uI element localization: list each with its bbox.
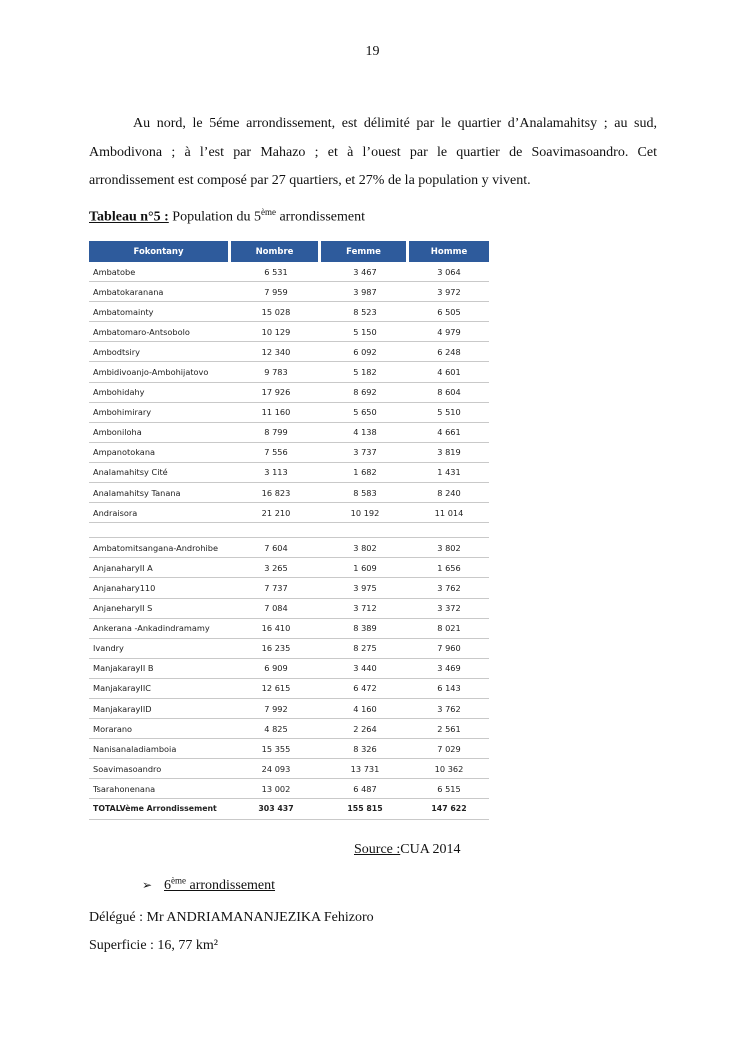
cell-femme: 3 802	[321, 538, 409, 558]
cell-fokontany: Ambatomaro-Antsobolo	[89, 322, 231, 342]
cell-fokontany: Anjanahary110	[89, 578, 231, 598]
cell-fokontany: ManjakarayIID	[89, 699, 231, 719]
cell-fokontany: Ambatomitsangana-Androhibe	[89, 538, 231, 558]
cell-fokontany: Nanisanaladiamboia	[89, 739, 231, 759]
cell-homme: 3 469	[409, 659, 489, 679]
table-row	[89, 503, 489, 523]
cell-homme: 3 802	[409, 538, 489, 558]
cell-homme: 8 604	[409, 383, 489, 403]
cell-fokontany: Tsarahonenana	[89, 779, 231, 799]
cell-homme: 3 762	[409, 699, 489, 719]
cell-femme: 6 487	[321, 779, 409, 799]
cell-femme: 5 650	[321, 403, 409, 423]
table-body	[89, 262, 489, 820]
table-row	[89, 659, 489, 679]
cell-homme: 5 510	[409, 403, 489, 423]
cell-nombre: 16 235	[231, 639, 321, 659]
cell-fokontany: Ambatokaranana	[89, 282, 231, 302]
table-row	[89, 719, 489, 739]
paragraph-text: Au nord, le 5éme arrondissement, est délimité par le quartier d’Analamahitsy ; au sud, Ambodivona ; à l’est par Mahazo ; et à l’ouest par le quartier de Soavimasoandro. Cet arrondissement est composé par 27 quartiers, et 27% de la population y vivent.	[89, 116, 657, 188]
cell-femme: 8 275	[321, 639, 409, 659]
table-row	[89, 262, 489, 282]
cell-femme: 5 182	[321, 362, 409, 382]
cell-nombre: 7 084	[231, 599, 321, 619]
cell-nombre: 3 265	[231, 558, 321, 578]
table-row	[89, 282, 489, 302]
cell-femme: 3 737	[321, 443, 409, 463]
table-row	[89, 619, 489, 639]
table-row	[89, 463, 489, 483]
cell-homme: 11 014	[409, 503, 489, 523]
cell-nombre: 11 160	[231, 403, 321, 423]
cell-nombre: 9 783	[231, 362, 321, 382]
cell-femme: 4 160	[321, 699, 409, 719]
cell-fokontany: AnjaneharyII S	[89, 599, 231, 619]
caption-text: Population du 5	[168, 209, 261, 225]
section-title: 6ème arrondissement	[164, 875, 276, 893]
cell-femme: 8 389	[321, 619, 409, 639]
cell-nombre: 8 799	[231, 423, 321, 443]
cell-fokontany: Morarano	[89, 719, 231, 739]
cell-nombre: 15 355	[231, 739, 321, 759]
table-row	[89, 403, 489, 423]
cell-homme: 4 661	[409, 423, 489, 443]
cell-homme: 8 021	[409, 619, 489, 639]
cell-fokontany: Soavimasoandro	[89, 759, 231, 779]
cell-nombre: 17 926	[231, 383, 321, 403]
table-row	[89, 558, 489, 578]
cell-fokontany: Ambohimirary	[89, 403, 231, 423]
cell-homme: 3 819	[409, 443, 489, 463]
cell-fokontany: Analamahitsy Cité	[89, 463, 231, 483]
cell-femme: 3 712	[321, 599, 409, 619]
cell-fokontany: TOTALVème Arrondissement	[89, 799, 231, 819]
cell-nombre: 16 410	[231, 619, 321, 639]
cell-nombre: 15 028	[231, 302, 321, 322]
cell-homme: 3 372	[409, 599, 489, 619]
cell-homme: 4 979	[409, 322, 489, 342]
cell-femme: 6 472	[321, 679, 409, 699]
cell-nombre: 24 093	[231, 759, 321, 779]
table-row	[89, 578, 489, 598]
caption-text-end: arrondissement	[275, 209, 365, 225]
cell-femme: 1 609	[321, 558, 409, 578]
cell-fokontany: Ambodtsiry	[89, 342, 231, 362]
cell-femme: 3 467	[321, 262, 409, 282]
cell-fokontany: Andraisora	[89, 503, 231, 523]
cell-femme: 1 682	[321, 463, 409, 483]
cell-fokontany: Amboniloha	[89, 423, 231, 443]
table-row	[89, 759, 489, 779]
cell-femme: 5 150	[321, 322, 409, 342]
cell-femme: 13 731	[321, 759, 409, 779]
cell-fokontany: Ivandry	[89, 639, 231, 659]
superficie-line: Superficie : 16, 77 km²	[89, 938, 219, 953]
cell-homme: 2 561	[409, 719, 489, 739]
cell-fokontany: Ambatomainty	[89, 302, 231, 322]
population-table	[89, 241, 489, 820]
cell-femme: 2 264	[321, 719, 409, 739]
table-spacer-row	[89, 523, 489, 538]
cell-nombre: 16 823	[231, 483, 321, 503]
cell-nombre: 6 531	[231, 262, 321, 282]
cell-femme: 3 987	[321, 282, 409, 302]
cell-fokontany: AnjanaharyII A	[89, 558, 231, 578]
cell-homme: 10 362	[409, 759, 489, 779]
source-label: Source :	[354, 842, 401, 857]
cell-homme: 8 240	[409, 483, 489, 503]
cell-nombre: 7 959	[231, 282, 321, 302]
header-fokontany: Fokontany	[89, 241, 231, 262]
header-femme: Femme	[321, 241, 409, 262]
cell-nombre: 7 737	[231, 578, 321, 598]
cell-fokontany: ManjakarayIIC	[89, 679, 231, 699]
cell-nombre: 10 129	[231, 322, 321, 342]
cell-nombre: 7 556	[231, 443, 321, 463]
cell-nombre: 4 825	[231, 719, 321, 739]
cell-fokontany: ManjakarayII B	[89, 659, 231, 679]
cell-nombre: 12 615	[231, 679, 321, 699]
cell-femme: 8 523	[321, 302, 409, 322]
cell-nombre: 7 604	[231, 538, 321, 558]
delegue-line: Délégué : Mr ANDRIAMANANJEZIKA Fehizoro	[89, 910, 374, 925]
cell-femme: 8 326	[321, 739, 409, 759]
cell-nombre: 12 340	[231, 342, 321, 362]
cell-femme: 8 692	[321, 383, 409, 403]
table-row	[89, 423, 489, 443]
cell-homme: 3 064	[409, 262, 489, 282]
section-heading	[142, 875, 275, 894]
cell-fokontany: Ambatobe	[89, 262, 231, 282]
cell-homme: 6 143	[409, 679, 489, 699]
cell-fokontany: Ankerana -Ankadindramamy	[89, 619, 231, 639]
source-value: CUA 2014	[400, 842, 461, 857]
cell-nombre: 3 113	[231, 463, 321, 483]
arrow-bullet-icon: ➢	[142, 877, 153, 892]
table-row	[89, 639, 489, 659]
cell-fokontany: Ambohidahy	[89, 383, 231, 403]
table-row	[89, 342, 489, 362]
header-homme: Homme	[409, 241, 489, 262]
cell-homme: 7 029	[409, 739, 489, 759]
cell-homme: 1 431	[409, 463, 489, 483]
table-row	[89, 779, 489, 799]
cell-nombre: 303 437	[231, 799, 321, 819]
table-total-row	[89, 799, 489, 819]
source-line	[354, 842, 461, 858]
cell-nombre: 13 002	[231, 779, 321, 799]
cell-femme: 6 092	[321, 342, 409, 362]
caption-superscript: ème	[260, 207, 276, 217]
cell-homme: 3 762	[409, 578, 489, 598]
table-row	[89, 739, 489, 759]
table-header-row	[89, 241, 489, 262]
cell-homme: 6 515	[409, 779, 489, 799]
caption-label: Tableau n°5 :	[89, 209, 169, 225]
table-row	[89, 599, 489, 619]
cell-fokontany: Ambidivoanjo-Ambohijatovo	[89, 362, 231, 382]
table-row	[89, 538, 489, 558]
cell-femme: 8 583	[321, 483, 409, 503]
cell-fokontany: Ampanotokana	[89, 443, 231, 463]
table-row	[89, 362, 489, 382]
cell-homme: 3 972	[409, 282, 489, 302]
header-nombre: Nombre	[231, 241, 321, 262]
table-row	[89, 483, 489, 503]
table-row	[89, 383, 489, 403]
table-row	[89, 322, 489, 342]
cell-femme: 4 138	[321, 423, 409, 443]
cell-homme: 147 622	[409, 799, 489, 819]
cell-homme: 6 248	[409, 342, 489, 362]
cell-nombre: 7 992	[231, 699, 321, 719]
table-row	[89, 679, 489, 699]
table-row	[89, 443, 489, 463]
cell-homme: 4 601	[409, 362, 489, 382]
cell-femme: 155 815	[321, 799, 409, 819]
cell-femme: 10 192	[321, 503, 409, 523]
cell-homme: 1 656	[409, 558, 489, 578]
cell-femme: 3 975	[321, 578, 409, 598]
table-row	[89, 699, 489, 719]
page-number: 19	[365, 44, 380, 59]
cell-homme: 6 505	[409, 302, 489, 322]
table-caption	[89, 207, 365, 226]
cell-fokontany: Analamahitsy Tanana	[89, 483, 231, 503]
table-row	[89, 302, 489, 322]
cell-homme: 7 960	[409, 639, 489, 659]
body-paragraph	[89, 110, 657, 196]
cell-nombre: 21 210	[231, 503, 321, 523]
cell-nombre: 6 909	[231, 659, 321, 679]
cell-femme: 3 440	[321, 659, 409, 679]
